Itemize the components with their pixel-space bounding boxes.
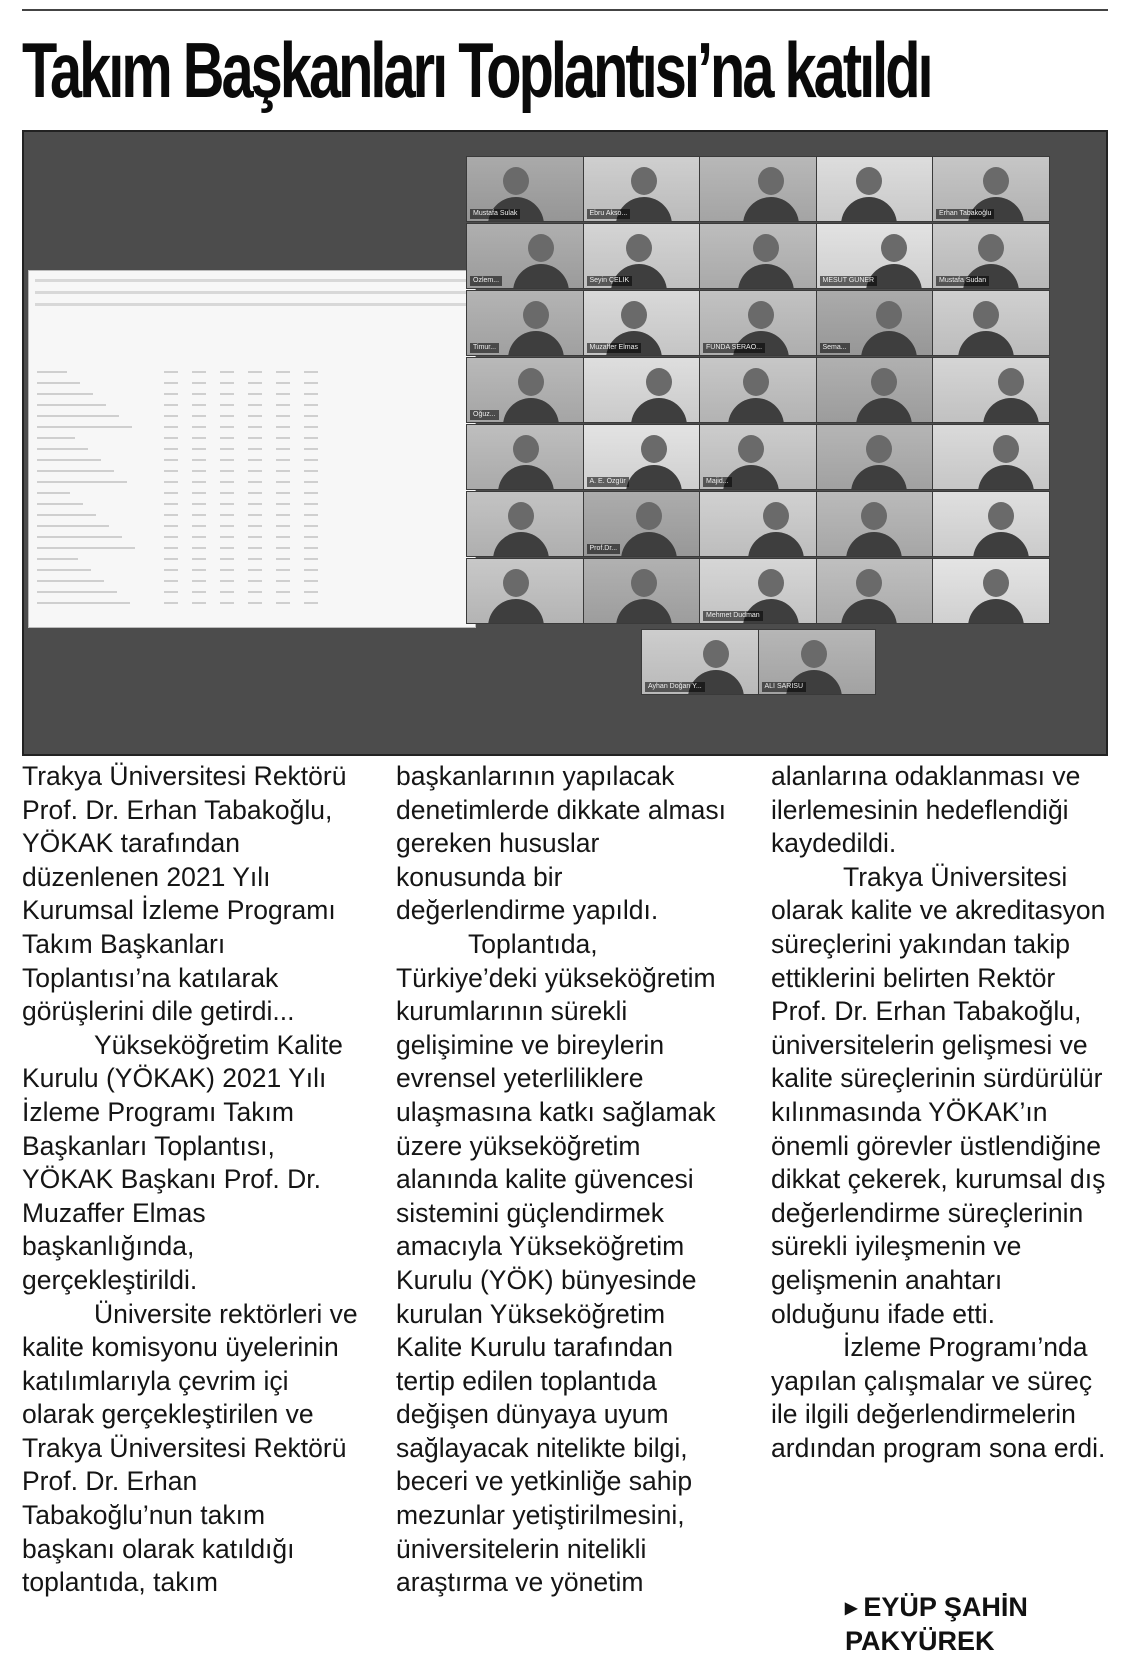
screen-cell xyxy=(276,580,290,582)
screen-cell xyxy=(276,426,290,428)
participant-head xyxy=(856,167,882,195)
screen-cell xyxy=(164,558,178,560)
screen-cell xyxy=(220,569,234,571)
byline-name: EYÜP ŞAHİN xyxy=(863,1592,1028,1622)
participant-name: Muzaffer Elmas xyxy=(587,343,642,353)
screen-cell xyxy=(220,525,234,527)
paragraph: başkanlarının yapılacak denetimlerde dikkate alması gereken hususlar konusunda bir değerlendirme yapıldı. xyxy=(396,761,726,926)
screen-cell xyxy=(220,459,234,461)
screen-row-label xyxy=(37,404,106,406)
screen-cell xyxy=(220,437,234,439)
participant-head xyxy=(763,502,789,530)
participant-tile xyxy=(758,629,876,695)
screen-row-label xyxy=(37,580,104,582)
participant-tile xyxy=(466,223,584,289)
article-headline: Takım Başkanları Toplantısı’na katıldı xyxy=(22,26,931,114)
participant-head xyxy=(993,435,1019,463)
screen-cell xyxy=(304,437,318,439)
screen-cell xyxy=(304,569,318,571)
screen-cell xyxy=(276,591,290,593)
screen-cell xyxy=(192,503,206,505)
screen-cell xyxy=(192,448,206,450)
screen-cell xyxy=(192,415,206,417)
participant-head xyxy=(738,435,764,463)
participant-head xyxy=(998,368,1024,396)
screen-cell xyxy=(248,558,262,560)
screen-row-label xyxy=(37,459,101,461)
screen-row-label xyxy=(37,536,122,538)
screen-cell xyxy=(164,525,178,527)
participant-head xyxy=(856,569,882,597)
screen-cell xyxy=(304,503,318,505)
participant-name: Oğuz... xyxy=(470,410,499,420)
participant-head xyxy=(801,640,827,668)
participant-tile xyxy=(932,357,1050,423)
screen-cell xyxy=(164,426,178,428)
screen-row-label xyxy=(37,371,67,373)
screen-row-label xyxy=(37,503,83,505)
screen-cell xyxy=(248,492,262,494)
participant-head xyxy=(973,301,999,329)
screen-row-label xyxy=(37,426,132,428)
screen-cell xyxy=(220,514,234,516)
screen-cell xyxy=(164,393,178,395)
screen-cell xyxy=(220,492,234,494)
participant-head xyxy=(703,640,729,668)
screen-row-label xyxy=(37,382,80,384)
participant-head xyxy=(528,234,554,262)
participant-head xyxy=(748,301,774,329)
paragraph: alanlarına odaklanması ve ilerlemesinin hedeflendiği kaydedildi. xyxy=(771,761,1081,859)
participant-name: Mehmet Dudman xyxy=(703,611,763,621)
screen-row-label xyxy=(37,591,117,593)
screen-cell xyxy=(220,602,234,604)
screen-cell xyxy=(164,580,178,582)
screen-row-label xyxy=(37,481,127,483)
screen-cell xyxy=(164,547,178,549)
screen-cell xyxy=(220,393,234,395)
participant-tile xyxy=(699,156,817,222)
screen-cell xyxy=(220,404,234,406)
participant-tile xyxy=(816,290,934,356)
participant-tile xyxy=(699,491,817,557)
screen-cell xyxy=(192,536,206,538)
participant-head xyxy=(861,502,887,530)
participant-head xyxy=(866,435,892,463)
screen-cell xyxy=(164,371,178,373)
screen-cell xyxy=(248,591,262,593)
screen-cell xyxy=(192,547,206,549)
screen-cell xyxy=(304,382,318,384)
screen-cell xyxy=(276,437,290,439)
screen-cell xyxy=(164,470,178,472)
screen-cell xyxy=(192,525,206,527)
screen-cell xyxy=(220,470,234,472)
participant-tile xyxy=(816,156,934,222)
screen-row-label xyxy=(37,393,93,395)
participant-head xyxy=(753,234,779,262)
screen-row-label xyxy=(37,569,91,571)
participant-tile xyxy=(816,491,934,557)
screen-cell xyxy=(164,492,178,494)
screen-cell xyxy=(192,558,206,560)
screen-cell xyxy=(164,536,178,538)
screen-cell xyxy=(304,547,318,549)
screen-cell xyxy=(276,470,290,472)
participant-head xyxy=(523,301,549,329)
screen-cell xyxy=(304,580,318,582)
screen-cell xyxy=(248,459,262,461)
participant-head xyxy=(626,234,652,262)
participant-tile xyxy=(932,223,1050,289)
screen-cell xyxy=(304,602,318,604)
screen-cell xyxy=(276,536,290,538)
top-rule xyxy=(22,9,1108,11)
screen-row-label xyxy=(37,602,130,604)
screen-cell xyxy=(220,536,234,538)
screen-cell xyxy=(164,382,178,384)
participant-name: Timur... xyxy=(470,343,499,353)
participant-tile xyxy=(816,223,934,289)
screen-cell xyxy=(248,415,262,417)
participant-name: ALİ SARISU xyxy=(762,682,807,692)
participant-name: Ebru Akso... xyxy=(587,209,631,219)
participant-tile xyxy=(466,357,584,423)
screen-cell xyxy=(164,437,178,439)
participant-tile xyxy=(466,156,584,222)
participant-head xyxy=(503,167,529,195)
screen-cell xyxy=(192,393,206,395)
screen-cell xyxy=(164,591,178,593)
screen-cell xyxy=(220,503,234,505)
paragraph: Yükseköğretim Kalite Kurulu (YÖKAK) 2021 Yılı İzleme Programı Takım Başkanları Toplantısı, YÖKAK Başkanı Prof. Dr. Muzaffer Elmas başkanlığında, gerçekleştirildi. xyxy=(22,1029,343,1295)
participant-tile xyxy=(816,424,934,490)
screen-cell xyxy=(192,404,206,406)
participant-tile xyxy=(932,156,1050,222)
screen-cell xyxy=(220,481,234,483)
participant-tile xyxy=(466,558,584,624)
screen-toolbar xyxy=(35,279,469,282)
participant-head xyxy=(621,301,647,329)
screen-cell xyxy=(304,393,318,395)
participant-head xyxy=(871,368,897,396)
screen-cell xyxy=(248,426,262,428)
screen-cell xyxy=(164,448,178,450)
participant-tile xyxy=(583,357,701,423)
participant-tile xyxy=(932,558,1050,624)
screen-cell xyxy=(220,382,234,384)
screen-row-label xyxy=(37,514,96,516)
screen-cell xyxy=(192,591,206,593)
participant-tile xyxy=(583,558,701,624)
screen-cell xyxy=(304,591,318,593)
screen-cell xyxy=(192,459,206,461)
participant-name: Mustafa Sudan xyxy=(936,276,989,286)
participant-tile xyxy=(583,491,701,557)
screen-toolbar xyxy=(35,291,469,294)
screen-cell xyxy=(192,371,206,373)
participant-head xyxy=(988,502,1014,530)
participant-name: A. E. Özgür xyxy=(587,477,629,487)
participant-tile xyxy=(466,424,584,490)
participant-tile xyxy=(641,629,759,695)
participant-head xyxy=(631,569,657,597)
screen-cell xyxy=(304,415,318,417)
screen-cell xyxy=(192,569,206,571)
text-column-3 xyxy=(771,760,1111,1465)
article-photo xyxy=(22,130,1108,756)
participant-head xyxy=(758,569,784,597)
text-column-1 xyxy=(22,760,362,1600)
participant-head xyxy=(636,502,662,530)
participant-name: Mustafa Sulak xyxy=(470,209,520,219)
participant-tile xyxy=(583,424,701,490)
participant-tile xyxy=(932,424,1050,490)
screen-cell xyxy=(220,558,234,560)
screen-cell xyxy=(248,437,262,439)
participant-tile xyxy=(932,290,1050,356)
participant-head xyxy=(983,167,1009,195)
screen-cell xyxy=(192,492,206,494)
byline-surname: PAKYÜREK xyxy=(845,1626,995,1657)
screen-cell xyxy=(276,382,290,384)
paragraph: Trakya Üniversitesi Rektörü Prof. Dr. Erhan Tabakoğlu, YÖKAK tarafından düzenlenen 2021 Yılı Kurumsal İzleme Programı Takım Başkanları Toplantısı’na katılarak görüşlerini dile getirdi... xyxy=(22,761,347,1027)
participant-head xyxy=(978,234,1004,262)
screen-row-label xyxy=(37,547,135,549)
screen-cell xyxy=(164,503,178,505)
screen-cell xyxy=(220,426,234,428)
screen-row-label xyxy=(37,470,114,472)
screen-cell xyxy=(276,602,290,604)
screen-cell xyxy=(248,448,262,450)
participant-tile xyxy=(466,290,584,356)
screen-row-label xyxy=(37,415,119,417)
screen-cell xyxy=(304,404,318,406)
screen-cell xyxy=(192,437,206,439)
screen-cell xyxy=(248,569,262,571)
participant-tile xyxy=(699,558,817,624)
screen-cell xyxy=(276,404,290,406)
participant-tile xyxy=(699,424,817,490)
screen-cell xyxy=(276,525,290,527)
participant-head xyxy=(758,167,784,195)
participant-head xyxy=(983,569,1009,597)
screen-row-label xyxy=(37,437,75,439)
screen-cell xyxy=(164,415,178,417)
screen-cell xyxy=(164,481,178,483)
arrow-icon: ▶ xyxy=(845,1600,858,1618)
participant-head xyxy=(503,569,529,597)
screen-cell xyxy=(164,602,178,604)
screen-cell xyxy=(220,591,234,593)
screen-cell xyxy=(276,415,290,417)
screen-cell xyxy=(304,459,318,461)
participant-tile xyxy=(466,491,584,557)
text-column-2 xyxy=(396,760,736,1600)
screen-cell xyxy=(304,514,318,516)
screen-cell xyxy=(192,426,206,428)
participant-name: Sema... xyxy=(820,343,850,353)
participant-tile xyxy=(699,357,817,423)
screen-toolbar xyxy=(35,303,469,306)
participant-name: Majid... xyxy=(703,477,732,487)
screen-cell xyxy=(248,525,262,527)
screen-cell xyxy=(220,415,234,417)
screen-cell xyxy=(248,382,262,384)
screen-cell xyxy=(304,525,318,527)
paragraph: İzleme Programı’nda yapılan çalışmalar ve süreç ile ilgili değerlendirmelerin ardından program sona erdi. xyxy=(771,1332,1106,1463)
screen-cell xyxy=(192,602,206,604)
participant-tile xyxy=(583,290,701,356)
screen-cell xyxy=(304,558,318,560)
screen-cell xyxy=(192,470,206,472)
screen-cell xyxy=(192,514,206,516)
screen-row-label xyxy=(37,492,70,494)
screen-cell xyxy=(304,481,318,483)
screen-cell xyxy=(248,393,262,395)
screen-row-label xyxy=(37,525,109,527)
participant-tile xyxy=(816,357,934,423)
screen-cell xyxy=(164,569,178,571)
participant-head xyxy=(881,234,907,262)
participant-tile xyxy=(699,290,817,356)
participant-head xyxy=(876,301,902,329)
screen-cell xyxy=(276,503,290,505)
screen-cell xyxy=(276,448,290,450)
screen-cell xyxy=(276,481,290,483)
screen-cell xyxy=(248,404,262,406)
screen-cell xyxy=(248,536,262,538)
screen-cell xyxy=(192,481,206,483)
participant-name: Ozlem... xyxy=(470,276,502,286)
screen-cell xyxy=(304,492,318,494)
screen-cell xyxy=(220,448,234,450)
screen-cell xyxy=(220,371,234,373)
participant-tile xyxy=(699,223,817,289)
screen-cell xyxy=(248,371,262,373)
screen-row-label xyxy=(37,448,88,450)
screen-cell xyxy=(276,371,290,373)
screen-cell xyxy=(276,558,290,560)
paragraph: Trakya Üniversitesi olarak kalite ve akreditasyon süreçlerini yakından takip ettiklerini belirten Rektör Prof. Dr. Erhan Tabakoğlu, üniversitelerin gelişmesi ve kalite süreçlerinin sürdürülür kılınmasında YÖKAK’ın önemli görevler üstlendiğine dikkat çekerek, kurumsal dış değerlendirme süreçlerinin sürekli iyileşmenin ve gelişmenin anahtarı olduğunu ifade etti. xyxy=(771,861,1106,1329)
screen-cell xyxy=(304,448,318,450)
participant-head xyxy=(646,368,672,396)
screen-cell xyxy=(164,404,178,406)
screen-cell xyxy=(248,470,262,472)
participant-head xyxy=(513,435,539,463)
screen-cell xyxy=(164,514,178,516)
participant-name: Prof.Dr... xyxy=(587,544,621,554)
screen-cell xyxy=(220,580,234,582)
screen-cell xyxy=(248,602,262,604)
screen-cell xyxy=(248,514,262,516)
screen-cell xyxy=(276,393,290,395)
screen-cell xyxy=(248,503,262,505)
screen-cell xyxy=(276,492,290,494)
screen-cell xyxy=(304,536,318,538)
participant-head xyxy=(641,435,667,463)
screen-cell xyxy=(248,547,262,549)
screen-cell xyxy=(248,580,262,582)
screen-cell xyxy=(192,382,206,384)
screen-cell xyxy=(304,426,318,428)
participant-tile xyxy=(816,558,934,624)
screen-cell xyxy=(304,470,318,472)
participant-name: Erhan Tabakoğlu xyxy=(936,209,994,219)
participant-head xyxy=(743,368,769,396)
participant-tile xyxy=(583,156,701,222)
screen-cell xyxy=(192,580,206,582)
screen-cell xyxy=(164,459,178,461)
shared-screen xyxy=(28,270,476,628)
participant-name: FUNDA SERAO... xyxy=(703,343,765,353)
participant-name: Seyin ÇELİK xyxy=(587,276,633,286)
participant-head xyxy=(508,502,534,530)
participant-tile xyxy=(583,223,701,289)
paragraph: Üniversite rektörleri ve kalite komisyonu üyelerinin katılımlarıyla çevrim içi olarak gerçekleştirilen ve Trakya Üniversitesi Rektörü Prof. Dr. Erhan Tabakoğlu’nun takım başkanı olarak katıldığı toplantıda, takım xyxy=(22,1298,358,1598)
screen-cell xyxy=(248,481,262,483)
screen-cell xyxy=(276,569,290,571)
participant-head xyxy=(518,368,544,396)
screen-row-label xyxy=(37,558,78,560)
screen-cell xyxy=(276,547,290,549)
participant-name: MESUT GÜNER xyxy=(820,276,878,286)
byline xyxy=(845,1591,1105,1658)
screen-cell xyxy=(304,371,318,373)
screen-cell xyxy=(276,514,290,516)
screen-cell xyxy=(276,459,290,461)
paragraph: Toplantıda, Türkiye’deki yükseköğretim kurumlarının sürekli gelişimine ve bireylerin evrensel yeterliliklere ulaşmasına katkı sağlamak üzere yükseköğretim alanında kalite güvencesi sistemini güçlendirmek amacıyla Yükseköğretim Kurulu (YÖK) bünyesinde kurulan Yükseköğretim Kalite Kurulu tarafından tertip edilen toplantıda değişen dünyaya uyum sağlayacak nitelikte bilgi, beceri ve yetkinliğe sahip mezunlar yetiştirilmesini, üniversitelerin nitelikli araştırma ve yönetim xyxy=(396,928,716,1598)
participant-head xyxy=(631,167,657,195)
participant-tile xyxy=(932,491,1050,557)
screen-cell xyxy=(220,547,234,549)
participant-name: Ayhan Doğan Y... xyxy=(645,682,705,692)
